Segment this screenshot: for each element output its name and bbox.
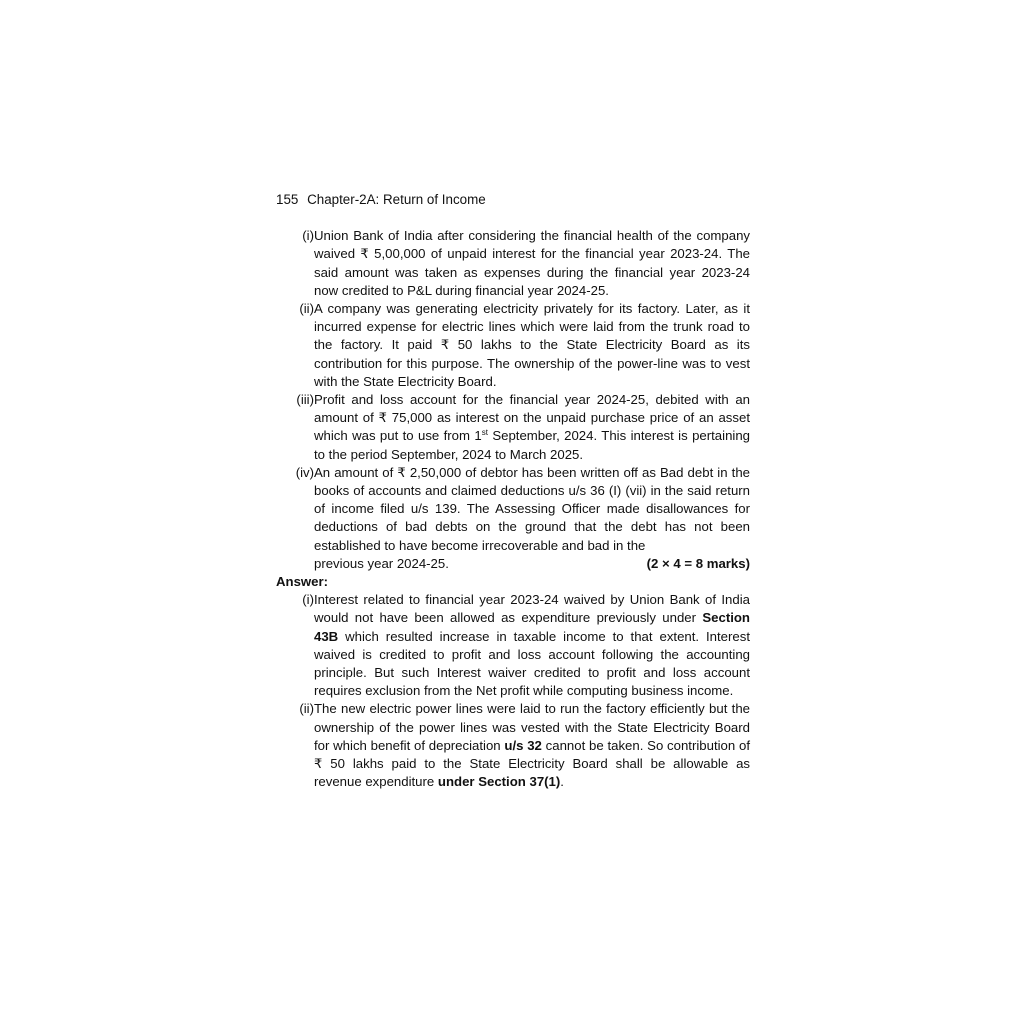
answer-heading: Answer: — [276, 574, 329, 590]
answer-number: (ii) — [299, 701, 314, 717]
question-text-last-line: previous year 2024-25. — [314, 555, 449, 571]
question-number: (i) — [302, 228, 314, 244]
question-item-3 — [276, 391, 750, 464]
answer-text — [314, 591, 750, 700]
question-text-part: Profit and loss account for the financial year 2024-25, debited with an amount of ₹ 75,000 as interest on the unpaid purchase price of an asset which was put to use from 1 — [314, 392, 750, 444]
chapter-title: Chapter-2A: Return of Income — [307, 192, 486, 207]
question-text — [314, 464, 750, 573]
ordinal-superscript: st — [481, 428, 488, 438]
answer-text-part: Interest related to financial year 2023-24 waived by Union Bank of India would not have been allowed as expenditure previously under — [314, 592, 750, 626]
question-text: A company was generating electricity privately for its factory. Later, as it incurred expense for electric lines which were laid from the trunk road to the factory. It paid ₹ 50 lakhs to the State Electricity Board as its contribution for this purpose. The ownership of the power-line was to vest with the State Electricity Board. — [314, 301, 750, 389]
question-text-part: An amount of ₹ 2,50,000 of debtor has been written off as Bad debt in the books of accounts and claimed deductions u/s 36 (I) (vii) in the said return of income filed u/s 139. The Assessing Officer made disallowances for deductions of bad debts on the ground that the debt has not been established to have become irrecoverable and bad in the — [314, 464, 750, 553]
question-number: (iii) — [296, 392, 314, 408]
question-text: Union Bank of India after considering the financial health of the company waived ₹ 5,00,000 of unpaid interest for the financial year 2023-24. The said amount was taken as expenses during the financial year 2023-24 now credited to P&L during financial year 2024-25. — [314, 228, 750, 298]
answer-bold-term: under Section 37(1) — [437, 774, 561, 790]
document-page — [276, 191, 750, 792]
question-item-4 — [276, 464, 750, 573]
answer-text-part: cannot be taken. So contribution of ₹ 50 lakhs paid to the State Electricity Board shall be allowable as revenue expenditure — [314, 737, 750, 790]
answer-bold-term: Section 43B — [314, 610, 750, 644]
question-item-1 — [276, 227, 750, 300]
answer-text-part: which resulted increase in taxable income to that extent. Interest waived is credited to profit and loss account following the accounting principle. But such Interest waiver credited to profit and loss account requires exclusion from the Net profit while computing business income. — [314, 628, 750, 699]
answer-text — [314, 700, 750, 791]
answer-item-2 — [276, 700, 750, 791]
page-number: 155 — [276, 192, 299, 207]
marks-line — [314, 555, 750, 573]
question-number: (ii) — [299, 301, 314, 317]
answer-number: (i) — [302, 592, 314, 608]
question-text — [314, 391, 750, 464]
page-header — [276, 191, 750, 209]
question-item-2 — [276, 300, 750, 391]
answer-bold-term: u/s 32 — [504, 737, 542, 753]
answer-text-part: The new electric power lines were laid to run the factory efficiently but the ownership of the power lines was vested with the State Electricity Board for which benefit of depreciation — [314, 701, 750, 753]
question-number: (iv) — [295, 464, 314, 480]
marks-label: (2 × 4 = 8 marks) — [646, 555, 750, 571]
answer-item-1 — [276, 591, 750, 700]
answer-text-part: . — [560, 774, 564, 790]
question-text-part: September, 2024. This interest is pertaining to the period September, 2024 to March 2025. — [314, 428, 751, 462]
